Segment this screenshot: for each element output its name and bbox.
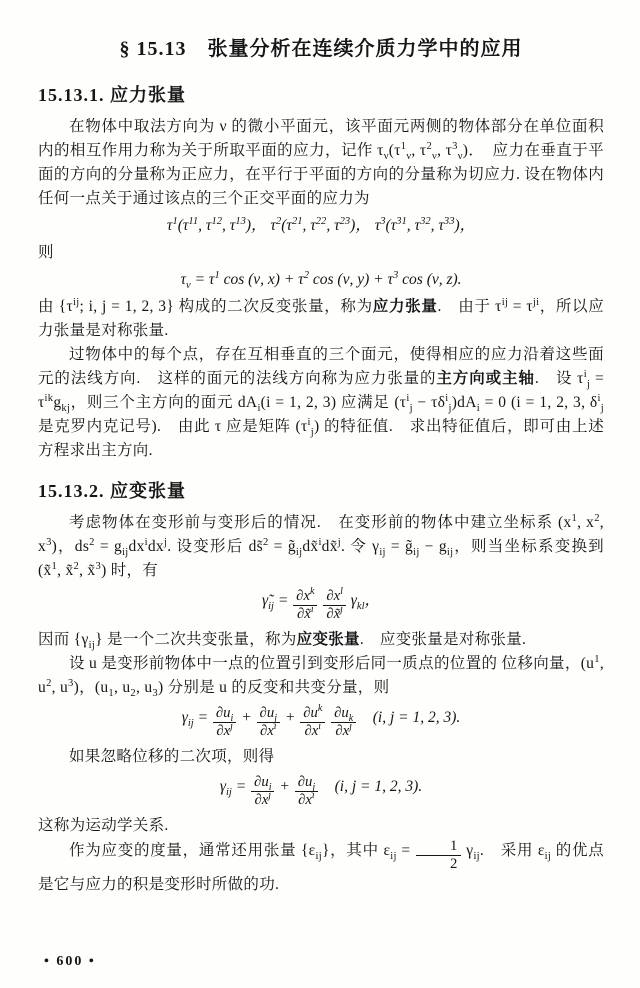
fraction: $\frac{\partial u_i}{\partial x^j}$ <box>251 774 274 809</box>
paragraph: 这称为运动学关系. <box>38 816 169 834</box>
fraction: $\frac{\partial u^k}{\partial x^i}$ <box>300 705 325 740</box>
section-15.13.2 <box>38 477 604 896</box>
paragraph: 设 u 是变形前物体中一点的位置引到变形后同一质点的位置的 位移向量，($u^1$, $u^2$, $u^3$)，($u_1$, $u_2$, $u_3$) 分别是 u 的反变和共变分量，则 <box>38 653 604 700</box>
page-number: • 600 • <box>44 954 96 969</box>
display-formula: $\tau^1(\tau^{11}$, $\tau^{12}$, $\tau^{13}$)， $\tau^2(\tau^{21}$, $\tau^{22}$, $\tau^{23}$)， $\tau^3(\tau^{31}$, $\tau^{32}$, $\tau^{33}$)， <box>166 215 476 234</box>
fraction: $\frac{\partial u_j}{\partial x^i}$ <box>295 774 318 809</box>
fraction: $\frac{1}{2}$ <box>416 838 461 873</box>
fraction: $\frac{\partial x^l}{\partial x̃^j}$ <box>323 588 346 623</box>
fraction: $\frac{\partial u_i}{\partial x^j}$ <box>213 705 236 740</box>
paragraph: 因而 $\{\gamma_{ij}\}$ 是一个二次共变张量，称为应变张量. 应变张量是对称张量. <box>38 631 527 652</box>
page-title: § 15.13 张量分析在连续介质力学中的应用 <box>119 38 523 60</box>
paragraph: 如果忽略位移的二次项，则得 <box>69 747 275 765</box>
section-15.13.1 <box>38 81 604 463</box>
fraction: $\frac{\partial u_k}{\partial x^j}$ <box>331 705 356 740</box>
display-formula: $\tau_\nu = \tau^1$ cos (ν, $x) + \tau^2$ cos (ν, $y) + \tau^3$ cos (ν, z). <box>180 269 462 292</box>
display-formula: $\gammã_{ij}$ = $\frac{\partial x^k}{\partial x̃^i}$ $\frac{\partial x^l}{\partial x̃^j}$ $\gamma_{kl}$， <box>261 586 381 623</box>
paragraph: 考虑物体在变形前与变形后的情况. 在变形前的物体中建立坐标系 ($x^1$, $x^2$, $x^3$)，$ds^2 = g_{ij}dx^idx^j$. 设变形后 ds̃$^2$ = $g̃_{ij}dx̃^idx̃^j$. 令 $\gamma_{ij}$ = $g̃_{ij} - g_{ij}$，则当坐标系变换到 (x̃$^1$, x̃$^2$, x̃$^3$) 时，有 <box>38 513 604 580</box>
section-heading: 15.13.2. 应变张量 <box>38 481 186 502</box>
paragraph: 作为应变的度量，通常还用张量 $\{\varepsilon_{ij}\}$，其中 $\varepsilon_{ij}$ = $\frac{1}{2}$ $\gamma_{ij}$. 采用 $\varepsilon_{ij}$ 的优点是它与应力的积是变形时所做的功. <box>38 837 604 893</box>
paragraph: 在物体中取法方向为 ν 的微小平面元，该平面元两侧的物体部分在单位面积内的相互作用力称为关于所取平面的应力，记作 $\tau_\nu(\tau^1_\nu$, $\tau^2_\nu$, $\tau^3_\nu$)． 应力在垂直于平面的方向的分量称为正应力，在平行于平面的方向的分量称为切应力. 设在物体内任何一点关于通过该点的三个正交平面的应力为 <box>38 118 604 207</box>
display-formula: $\gamma_{ij}$ = $\frac{\partial u_i}{\partial x^j}$ + $\frac{\partial u_j}{\partial x^i}$ (i, j = 1, 2, 3). <box>219 773 423 808</box>
page-content <box>38 81 604 897</box>
paragraph: 过物体中的每个点，存在互相垂直的三个面元，使得相应的应力沿着这些面元的法线方向. 这样的面元的法线方向称为应力张量的主方向或主轴. 设 $\tau^i_j = \tau^{ik}g_{kj}$，则三个主方向的面元 $dA_i(i = 1$, 2, 3) 应满足 $(\tau^i_j - \tau\delta^i_j)dA_i = 0$ (i = 1, 2, 3, $\delta^i_j$ 是克罗内克记号). 由此 τ 应是矩阵 $(\tau^i_j)$ 的特征值. 求出特征值后，即可由上述方程求出主方向. <box>38 346 604 460</box>
fraction: $\frac{\partial u_j}{\partial x^i}$ <box>257 705 280 740</box>
section-heading: 15.13.1. 应力张量 <box>38 85 186 105</box>
fraction: $\frac{\partial x^k}{\partial x̃^i}$ <box>293 588 317 623</box>
paragraph: 则 <box>38 244 54 262</box>
paragraph: 由 {$\tau^{ij}$; i, j = 1, 2, 3} 构成的二次反变张量，称为应力张量. 由于 $\tau^{ij} = \tau^{ji}$，所以应力张量是对称张量. <box>38 297 605 340</box>
page-footer <box>44 954 96 970</box>
display-formula: $\gamma_{ij}$ = $\frac{\partial u_i}{\partial x^j}$ + $\frac{\partial u_j}{\partial x^i}$ + $\frac{\partial u^k}{\partial x^i}$ $\frac{\partial u_k}{\partial x^j}$ (i, j = 1, 2, 3). <box>181 703 461 740</box>
